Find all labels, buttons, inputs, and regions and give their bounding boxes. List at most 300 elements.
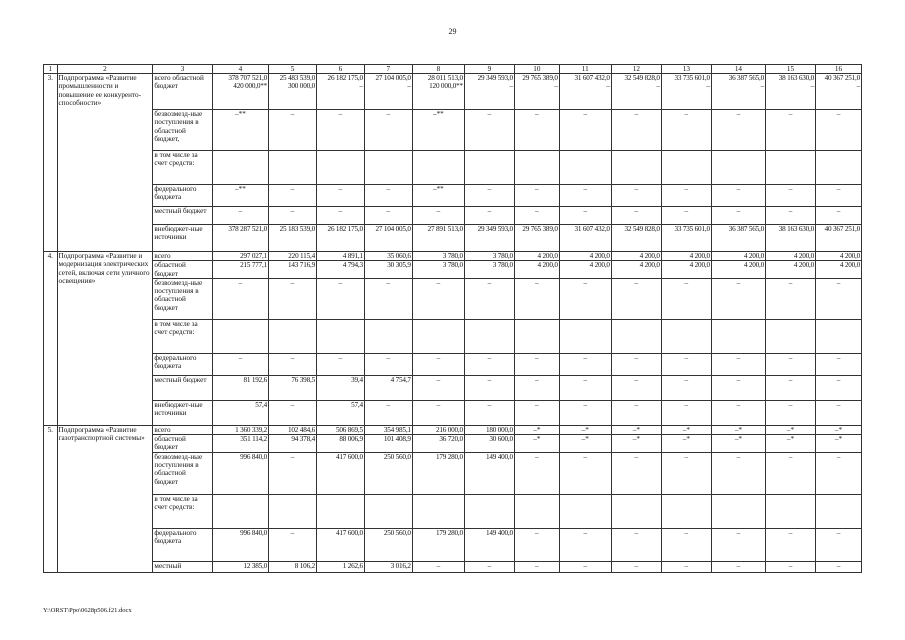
amount-cell: –	[766, 528, 816, 561]
amount-cell: –	[559, 353, 611, 375]
amount-cell: 417 600,0	[316, 452, 364, 494]
amount-cell: 3 780,0	[464, 261, 514, 279]
amount-cell: –	[514, 561, 559, 572]
amount-cell: –	[212, 207, 268, 225]
amount-cell: –	[514, 452, 559, 494]
program-name: Подпрограмма «Развитие и модернизация электрических сетей, включая сети уличного освещения»	[57, 252, 153, 426]
amount-cell: 4 200,0	[611, 261, 661, 279]
program-number: 3.	[44, 74, 58, 252]
amount-cell: –	[412, 375, 464, 400]
amount-cell: –	[766, 353, 816, 375]
funding-source-label: безвозмезд-ные поступления в областной бюджет	[153, 278, 212, 319]
amount-cell: –	[412, 561, 464, 572]
amount-cell: –	[816, 110, 862, 151]
amount-cell: 216 000,0	[412, 425, 464, 434]
amount-cell: 996 840,0	[212, 528, 268, 561]
amount-cell: –*	[711, 425, 765, 434]
amount-cell: 36 720,0	[412, 435, 464, 453]
amount-cell: –	[611, 561, 661, 572]
amount-cell: 29 765 389,0 –	[514, 74, 559, 110]
amount-cell: 250 560,0	[364, 528, 412, 561]
amount-cell: –	[559, 278, 611, 319]
amount-cell: 30 305,9	[364, 261, 412, 279]
amount-cell: 28 011 513,0 120 000,0**	[412, 74, 464, 110]
amount-cell: –	[364, 207, 412, 225]
amount-cell: –	[816, 278, 862, 319]
amount-cell: –	[269, 278, 317, 319]
funding-source-label: внебюджет-ные источники	[153, 225, 212, 252]
amount-cell: –	[364, 278, 412, 319]
amount-cell: –	[514, 185, 559, 207]
amount-cell: 27 104 005,0 –	[364, 74, 412, 110]
amount-cell: –	[766, 375, 816, 400]
funding-source-label: безвозмезд-ные поступления в областной бюджет,	[153, 110, 212, 151]
amount-cell: –*	[559, 425, 611, 434]
column-header: 11	[559, 65, 611, 74]
amount-cell: –**	[412, 110, 464, 151]
amount-cell: 179 280,0	[412, 452, 464, 494]
amount-cell: –	[816, 400, 862, 425]
amount-cell	[412, 319, 464, 353]
amount-cell: –	[661, 207, 711, 225]
amount-cell: –	[816, 375, 862, 400]
amount-cell: –	[464, 375, 514, 400]
funding-source-label: областной бюджет	[153, 435, 212, 453]
amount-cell: –	[559, 528, 611, 561]
amount-cell: –	[464, 207, 514, 225]
amount-cell: 94 378,4	[269, 435, 317, 453]
column-header: 8	[412, 65, 464, 74]
amount-cell: –	[316, 207, 364, 225]
amount-cell: 149 400,0	[464, 528, 514, 561]
amount-cell: –*	[514, 435, 559, 453]
amount-cell: –	[316, 110, 364, 151]
amount-cell: –	[766, 561, 816, 572]
amount-cell	[661, 151, 711, 185]
column-header: 6	[316, 65, 364, 74]
program-name: Подпрограмма «Развитие газотранспортной системы»	[57, 425, 153, 572]
amount-cell: –	[711, 185, 765, 207]
table-row	[44, 452, 862, 494]
amount-cell: –	[661, 400, 711, 425]
table-row	[44, 561, 862, 572]
amount-cell: –	[661, 561, 711, 572]
amount-cell: –	[364, 400, 412, 425]
amount-cell: –	[711, 375, 765, 400]
column-header: 5	[269, 65, 317, 74]
amount-cell: 143 716,9	[269, 261, 317, 279]
amount-cell: –	[611, 207, 661, 225]
amount-cell: 351 114,2	[212, 435, 268, 453]
amount-cell: –	[464, 185, 514, 207]
amount-cell	[711, 319, 765, 353]
amount-cell: –	[559, 561, 611, 572]
column-header: 13	[661, 65, 711, 74]
amount-cell: 40 367 251,0	[816, 225, 862, 252]
amount-cell: 31 607 432,0 –	[559, 74, 611, 110]
amount-cell: –*	[711, 435, 765, 453]
amount-cell: –	[514, 375, 559, 400]
amount-cell	[364, 151, 412, 185]
amount-cell: 4 200,0	[766, 252, 816, 261]
column-header: 1	[44, 65, 58, 74]
amount-cell: –	[364, 185, 412, 207]
amount-cell: –	[766, 207, 816, 225]
amount-cell	[464, 151, 514, 185]
table-row	[44, 435, 862, 453]
column-header: 14	[711, 65, 765, 74]
amount-cell: –	[464, 400, 514, 425]
amount-cell: 4 200,0	[611, 252, 661, 261]
table-row	[44, 278, 862, 319]
amount-cell: –	[316, 278, 364, 319]
amount-cell: 180 000,0	[464, 425, 514, 434]
amount-cell: –	[269, 400, 317, 425]
amount-cell: –	[661, 278, 711, 319]
amount-cell	[611, 151, 661, 185]
amount-cell: –	[559, 110, 611, 151]
amount-cell	[212, 494, 268, 528]
amount-cell: –	[766, 452, 816, 494]
table-row	[44, 252, 862, 261]
table-row	[44, 261, 862, 279]
amount-cell	[316, 494, 364, 528]
amount-cell: 32 549 828,0 –	[611, 74, 661, 110]
amount-cell: 57,4	[212, 400, 268, 425]
amount-cell: –*	[559, 435, 611, 453]
amount-cell: 3 016,2	[364, 561, 412, 572]
amount-cell: 4 200,0	[766, 261, 816, 279]
amount-cell: 4 200,0	[661, 261, 711, 279]
funding-source-label: всего	[153, 252, 212, 261]
amount-cell: –	[464, 561, 514, 572]
amount-cell: –	[611, 185, 661, 207]
amount-cell: –	[269, 353, 317, 375]
table-row	[44, 207, 862, 225]
column-header: 15	[766, 65, 816, 74]
amount-cell	[611, 319, 661, 353]
amount-cell: 12 385,0	[212, 561, 268, 572]
amount-cell: 378 707 521,0 420 000,0**	[212, 74, 268, 110]
budget-table	[43, 64, 862, 573]
amount-cell: –	[661, 185, 711, 207]
funding-source-label: федерального бюджета	[153, 353, 212, 375]
amount-cell: 4 794,3	[316, 261, 364, 279]
amount-cell	[412, 151, 464, 185]
amount-cell: –	[514, 400, 559, 425]
amount-cell: 220 115,4	[269, 252, 317, 261]
amount-cell	[464, 319, 514, 353]
amount-cell: –*	[661, 435, 711, 453]
amount-cell	[559, 319, 611, 353]
amount-cell: 378 287 521,0	[212, 225, 268, 252]
amount-cell: 417 600,0	[316, 528, 364, 561]
amount-cell: –	[711, 207, 765, 225]
amount-cell: 102 484,6	[269, 425, 317, 434]
amount-cell: 4 200,0	[559, 252, 611, 261]
amount-cell	[412, 494, 464, 528]
amount-cell: –	[766, 185, 816, 207]
amount-cell: 27 104 005,0	[364, 225, 412, 252]
amount-cell	[816, 319, 862, 353]
amount-cell: 30 600,0	[464, 435, 514, 453]
amount-cell: –	[711, 110, 765, 151]
amount-cell: –	[514, 110, 559, 151]
amount-cell: –	[611, 110, 661, 151]
amount-cell: –	[766, 278, 816, 319]
funding-source-label: местный бюджет	[153, 375, 212, 400]
funding-source-label: федерального бюджета	[153, 185, 212, 207]
amount-cell: 81 192,6	[212, 375, 268, 400]
funding-source-label: всего областной бюджет	[153, 74, 212, 110]
amount-cell: –	[559, 375, 611, 400]
amount-cell: 40 367 251,0 –	[816, 74, 862, 110]
amount-cell: 101 408,9	[364, 435, 412, 453]
table-row	[44, 425, 862, 434]
amount-cell	[766, 151, 816, 185]
amount-cell	[711, 494, 765, 528]
amount-cell: –	[514, 278, 559, 319]
amount-cell	[514, 151, 559, 185]
column-header: 10	[514, 65, 559, 74]
amount-cell	[269, 151, 317, 185]
amount-cell: –	[661, 353, 711, 375]
amount-cell: –	[711, 528, 765, 561]
amount-cell: 179 280,0	[412, 528, 464, 561]
table-row	[44, 494, 862, 528]
amount-cell	[364, 494, 412, 528]
amount-cell: 33 735 601,0 –	[661, 74, 711, 110]
amount-cell: 29 349 593,0	[464, 225, 514, 252]
amount-cell	[816, 151, 862, 185]
amount-cell: 26 182 175,0 –	[316, 74, 364, 110]
amount-cell: –**	[212, 185, 268, 207]
amount-cell: –	[661, 110, 711, 151]
funding-source-label: безвозмезд-ные поступления в областной бюджет	[153, 452, 212, 494]
amount-cell: –	[816, 353, 862, 375]
amount-cell: 250 560,0	[364, 452, 412, 494]
amount-cell	[514, 319, 559, 353]
amount-cell	[464, 494, 514, 528]
amount-cell: –	[412, 400, 464, 425]
amount-cell: –	[611, 375, 661, 400]
amount-cell: 33 735 601,0	[661, 225, 711, 252]
amount-cell	[316, 151, 364, 185]
amount-cell: –	[711, 278, 765, 319]
amount-cell	[611, 494, 661, 528]
amount-cell	[816, 494, 862, 528]
amount-cell: –	[364, 353, 412, 375]
table-row	[44, 528, 862, 561]
amount-cell: –	[559, 400, 611, 425]
amount-cell: 39,4	[316, 375, 364, 400]
amount-cell	[212, 151, 268, 185]
amount-cell: 27 891 513,0	[412, 225, 464, 252]
amount-cell: –	[661, 375, 711, 400]
amount-cell: 3 780,0	[412, 252, 464, 261]
table-body	[44, 65, 862, 573]
amount-cell: –	[711, 400, 765, 425]
table-row	[44, 185, 862, 207]
amount-cell: –*	[611, 435, 661, 453]
amount-cell: –	[559, 452, 611, 494]
amount-cell: 297 027,1	[212, 252, 268, 261]
funding-source-label: федерального бюджета	[153, 528, 212, 561]
amount-cell: –	[412, 353, 464, 375]
amount-cell: 36 387 565,0	[711, 225, 765, 252]
amount-cell: 32 549 828,0	[611, 225, 661, 252]
page-number: 29	[448, 27, 457, 36]
table-row	[44, 110, 862, 151]
amount-cell: –	[514, 528, 559, 561]
column-header: 7	[364, 65, 412, 74]
amount-cell: –	[464, 110, 514, 151]
amount-cell: –	[559, 185, 611, 207]
amount-cell: –*	[816, 435, 862, 453]
amount-cell: –	[212, 353, 268, 375]
amount-cell: 76 398,5	[269, 375, 317, 400]
amount-cell: 3 780,0	[412, 261, 464, 279]
amount-cell: –	[364, 110, 412, 151]
amount-cell	[364, 319, 412, 353]
amount-cell: –	[269, 452, 317, 494]
amount-cell	[212, 319, 268, 353]
amount-cell: –*	[611, 425, 661, 434]
amount-cell	[269, 494, 317, 528]
amount-cell: –	[711, 561, 765, 572]
amount-cell: –	[611, 400, 661, 425]
amount-cell: –	[766, 110, 816, 151]
amount-cell: –**	[412, 185, 464, 207]
footer-file-path: Y:\ORST\Ppo\0628p506.f21.docx	[43, 607, 132, 614]
amount-cell: 38 163 630,0	[766, 225, 816, 252]
amount-cell: –	[611, 452, 661, 494]
table-row	[44, 74, 862, 110]
funding-source-label: местный	[153, 561, 212, 572]
amount-cell: 3 780,0	[464, 252, 514, 261]
table-row	[44, 353, 862, 375]
amount-cell	[559, 151, 611, 185]
amount-cell: 506 869,5	[316, 425, 364, 434]
amount-cell: –	[711, 452, 765, 494]
amount-cell	[514, 494, 559, 528]
amount-cell: –	[514, 353, 559, 375]
amount-cell: 38 163 630,0 –	[766, 74, 816, 110]
amount-cell: 57,4	[316, 400, 364, 425]
amount-cell: 354 985,1	[364, 425, 412, 434]
amount-cell: 35 060,6	[364, 252, 412, 261]
amount-cell: –	[559, 207, 611, 225]
amount-cell: –	[661, 528, 711, 561]
amount-cell: –	[412, 278, 464, 319]
amount-cell: 4 200,0	[816, 261, 862, 279]
table-row	[44, 400, 862, 425]
amount-cell	[661, 494, 711, 528]
amount-cell: 4 200,0	[514, 252, 559, 261]
amount-cell: 25 483 539,0 300 000,0	[269, 74, 317, 110]
amount-cell: –*	[766, 435, 816, 453]
amount-cell: –	[766, 400, 816, 425]
funding-source-label: в том числе за счет средств:	[153, 151, 212, 185]
amount-cell: 31 607 432,0	[559, 225, 611, 252]
amount-cell: –	[611, 278, 661, 319]
amount-cell: –	[269, 185, 317, 207]
amount-cell: –*	[816, 425, 862, 434]
amount-cell: 149 400,0	[464, 452, 514, 494]
amount-cell: 4 891,1	[316, 252, 364, 261]
funding-source-label: всего	[153, 425, 212, 434]
amount-cell: 88 006,9	[316, 435, 364, 453]
amount-cell: 215 777,1	[212, 261, 268, 279]
amount-cell: 996 840,0	[212, 452, 268, 494]
funding-source-label: в том числе за счет средств:	[153, 319, 212, 353]
amount-cell: 26 182 175,0	[316, 225, 364, 252]
amount-cell: –	[412, 207, 464, 225]
amount-cell: –	[464, 353, 514, 375]
amount-cell: –**	[212, 110, 268, 151]
amount-cell: 4 200,0	[711, 252, 765, 261]
amount-cell: 4 200,0	[816, 252, 862, 261]
amount-cell: 8 106,2	[269, 561, 317, 572]
table-row	[44, 375, 862, 400]
table-row	[44, 151, 862, 185]
amount-cell: –	[269, 207, 317, 225]
amount-cell: 4 200,0	[711, 261, 765, 279]
amount-cell	[269, 319, 317, 353]
amount-cell: –	[316, 185, 364, 207]
amount-cell: 1 360 339,2	[212, 425, 268, 434]
amount-cell: –	[816, 452, 862, 494]
amount-cell: –	[816, 528, 862, 561]
amount-cell: –*	[766, 425, 816, 434]
amount-cell: –	[212, 278, 268, 319]
column-header: 4	[212, 65, 268, 74]
funding-source-label: в том числе за счет средств:	[153, 494, 212, 528]
amount-cell: 4 200,0	[514, 261, 559, 279]
funding-source-label: областной бюджет	[153, 261, 212, 279]
amount-cell	[766, 494, 816, 528]
amount-cell: –	[316, 353, 364, 375]
amount-cell: 4 200,0	[661, 252, 711, 261]
amount-cell: –	[514, 207, 559, 225]
amount-cell: 4 754,7	[364, 375, 412, 400]
amount-cell: –*	[661, 425, 711, 434]
amount-cell: –	[269, 528, 317, 561]
program-number: 5.	[44, 425, 58, 572]
amount-cell: –	[816, 207, 862, 225]
program-name: Подпрограмма «Развитие промышленности и повышение ее конкуренто-способности»	[57, 74, 153, 252]
column-header: 9	[464, 65, 514, 74]
amount-cell	[559, 494, 611, 528]
amount-cell: –	[661, 452, 711, 494]
amount-cell: –	[816, 185, 862, 207]
amount-cell	[711, 151, 765, 185]
table-row	[44, 225, 862, 252]
funding-source-label: внебюджет-ные источники	[153, 400, 212, 425]
amount-cell: 1 262,6	[316, 561, 364, 572]
amount-cell	[766, 319, 816, 353]
amount-cell: –	[816, 561, 862, 572]
amount-cell	[316, 319, 364, 353]
program-number: 4.	[44, 252, 58, 426]
amount-cell	[661, 319, 711, 353]
header-row	[44, 65, 862, 74]
column-header: 16	[816, 65, 862, 74]
amount-cell: –	[611, 353, 661, 375]
table-row	[44, 319, 862, 353]
column-header: 12	[611, 65, 661, 74]
amount-cell: 29 349 593,0 –	[464, 74, 514, 110]
